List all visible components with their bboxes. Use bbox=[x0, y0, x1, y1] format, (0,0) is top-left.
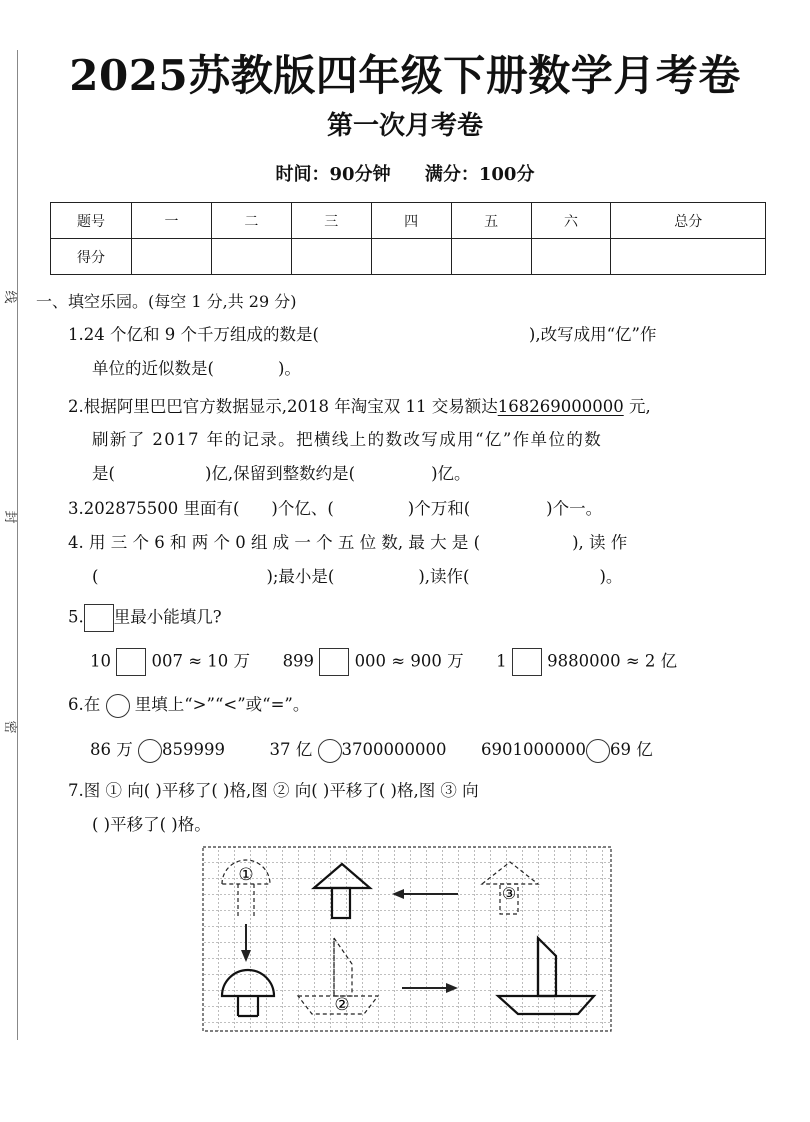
grid-svg bbox=[202, 846, 612, 1032]
q4-text-b: ), 读 作 bbox=[572, 533, 628, 552]
score-cell[interactable] bbox=[371, 239, 451, 275]
exam-meta bbox=[0, 162, 810, 188]
q6-title bbox=[68, 692, 309, 718]
q7-line2: ( )平移了( )格。 bbox=[92, 815, 211, 834]
q1-text-b: ),改写成用“亿”作 bbox=[528, 325, 657, 344]
q6-item2-right: 3700000000 bbox=[341, 740, 447, 759]
q2-text-e: )亿。 bbox=[431, 464, 471, 483]
binding-char-xian: 线 bbox=[2, 290, 17, 304]
binding-line bbox=[17, 50, 18, 1040]
q3-text-b: )个亿、( bbox=[271, 499, 334, 518]
page-subtitle: 第一次月考卷 bbox=[326, 111, 483, 141]
score-cell[interactable] bbox=[291, 239, 371, 275]
q5-title bbox=[68, 604, 222, 632]
q4-text-e: ),读作( bbox=[418, 567, 470, 586]
q5-answer-box-2[interactable] bbox=[319, 648, 349, 676]
score-header-cell: 四 bbox=[371, 203, 451, 239]
q6-item1-right: 859999 bbox=[162, 740, 225, 759]
q1-line2 bbox=[92, 356, 301, 382]
q5-items bbox=[90, 648, 677, 676]
q6-item3-right: 69 亿 bbox=[609, 740, 653, 759]
figure-label-3: ③ bbox=[501, 884, 517, 903]
q1-text-c: 单位的近似数是( bbox=[92, 359, 214, 378]
score-table bbox=[50, 202, 766, 275]
binding-char-feng: 封 bbox=[2, 510, 17, 524]
q4-line2 bbox=[92, 564, 622, 590]
exam-full-score: 满分：100分 bbox=[424, 164, 535, 185]
translation-grid-figure bbox=[202, 846, 612, 1032]
score-header-cell: 六 bbox=[531, 203, 611, 239]
q3-text-a: 3.202875500 里面有( bbox=[68, 499, 240, 518]
q6-example-circle bbox=[106, 694, 130, 718]
q4-text-a: 4. 用 三 个 6 和 两 个 0 组 成 一 个 五 位 数, 最 大 是 ( bbox=[68, 533, 481, 552]
q5-item1-before: 10 bbox=[90, 651, 111, 671]
score-header-cell: 总分 bbox=[611, 203, 766, 239]
q2-line3 bbox=[92, 461, 471, 487]
q5-item1-after: 007 ≈ 10 万 bbox=[151, 651, 251, 671]
section-heading bbox=[36, 289, 296, 315]
grid-background bbox=[203, 847, 611, 1031]
score-header-cell: 五 bbox=[451, 203, 531, 239]
q6-item2-left: 37 亿 bbox=[269, 740, 313, 759]
q5-answer-box-1[interactable] bbox=[116, 648, 146, 676]
score-cell[interactable] bbox=[132, 239, 212, 275]
page-title: 2025苏教版四年级下册数学月考卷 bbox=[69, 51, 741, 100]
q2-line2: 刷新了 2017 年的记录。把横线上的数改写成用“亿”作单位的数 bbox=[92, 430, 603, 449]
q2-text-a: 2.根据阿里巴巴官方数据显示,2018 年淘宝双 11 交易额达 bbox=[68, 397, 498, 416]
q5-item3-before: 1 bbox=[496, 651, 507, 671]
score-row-label: 得分 bbox=[51, 239, 132, 275]
q6-answer-circle-2[interactable] bbox=[318, 739, 342, 763]
q5-item3-after: 9880000 ≈ 2 亿 bbox=[547, 651, 678, 671]
q4-text-d: );最小是( bbox=[266, 567, 335, 586]
q5-item2-after: 000 ≈ 900 万 bbox=[354, 651, 464, 671]
figure-label-2: ② bbox=[334, 995, 350, 1015]
score-cell[interactable] bbox=[451, 239, 531, 275]
q6-item3-left: 6901000000 bbox=[480, 740, 586, 759]
q4-text-f: )。 bbox=[599, 567, 623, 586]
q7-line1: 7.图 ① 向( )平移了( )格,图 ② 向( )平移了( )格,图 ③ 向 bbox=[68, 781, 479, 800]
figure-label-1: ① bbox=[238, 865, 254, 885]
q3-line bbox=[68, 496, 602, 522]
q5-answer-box-3[interactable] bbox=[512, 648, 542, 676]
q2-underlined-number: 168269000000 bbox=[497, 397, 624, 416]
score-header-cell: 题号 bbox=[51, 203, 132, 239]
q6-text: 里填上“>”“<”或“=”。 bbox=[134, 695, 310, 714]
binding-char-mi: 密 bbox=[2, 720, 17, 734]
q6-answer-circle-1[interactable] bbox=[138, 739, 162, 763]
score-header-cell: 一 bbox=[132, 203, 212, 239]
score-cell[interactable] bbox=[531, 239, 611, 275]
exam-time: 时间：90分钟 bbox=[275, 164, 391, 185]
section-heading-title: 一、填空乐园。 bbox=[36, 292, 149, 311]
section-heading-note: (每空 1 分,共 29 分) bbox=[148, 292, 297, 311]
q1-line1 bbox=[68, 322, 656, 348]
q2-text-b: 元, bbox=[628, 397, 651, 416]
q2-line1 bbox=[68, 394, 651, 420]
q3-text-c: )个万和( bbox=[407, 499, 471, 518]
score-cell[interactable] bbox=[211, 239, 291, 275]
q6-number: 6.在 bbox=[68, 695, 101, 714]
q2-text-d: )亿,保留到整数约是( bbox=[204, 464, 356, 483]
q2-text-c: 是( bbox=[92, 464, 115, 483]
q5-example-box bbox=[84, 604, 114, 632]
score-cell[interactable] bbox=[611, 239, 766, 275]
q1-text-a: 1.24 个亿和 9 个千万组成的数是( bbox=[68, 325, 319, 344]
q4-text-c: ( bbox=[92, 567, 99, 586]
score-table-score-row bbox=[51, 239, 766, 275]
q4-line1 bbox=[68, 530, 627, 556]
q5-number: 5. bbox=[68, 607, 84, 627]
score-header-cell: 二 bbox=[211, 203, 291, 239]
q5-item2-before: 899 bbox=[282, 651, 315, 671]
q1-text-d: )。 bbox=[277, 359, 301, 378]
q6-answer-circle-3[interactable] bbox=[586, 739, 610, 763]
q6-item1-left: 86 万 bbox=[90, 740, 133, 759]
score-header-cell: 三 bbox=[291, 203, 371, 239]
q6-items bbox=[90, 737, 653, 763]
q5-text: 里最小能填几? bbox=[113, 607, 222, 627]
score-table-header-row bbox=[51, 203, 766, 239]
q3-text-d: )个一。 bbox=[546, 499, 603, 518]
